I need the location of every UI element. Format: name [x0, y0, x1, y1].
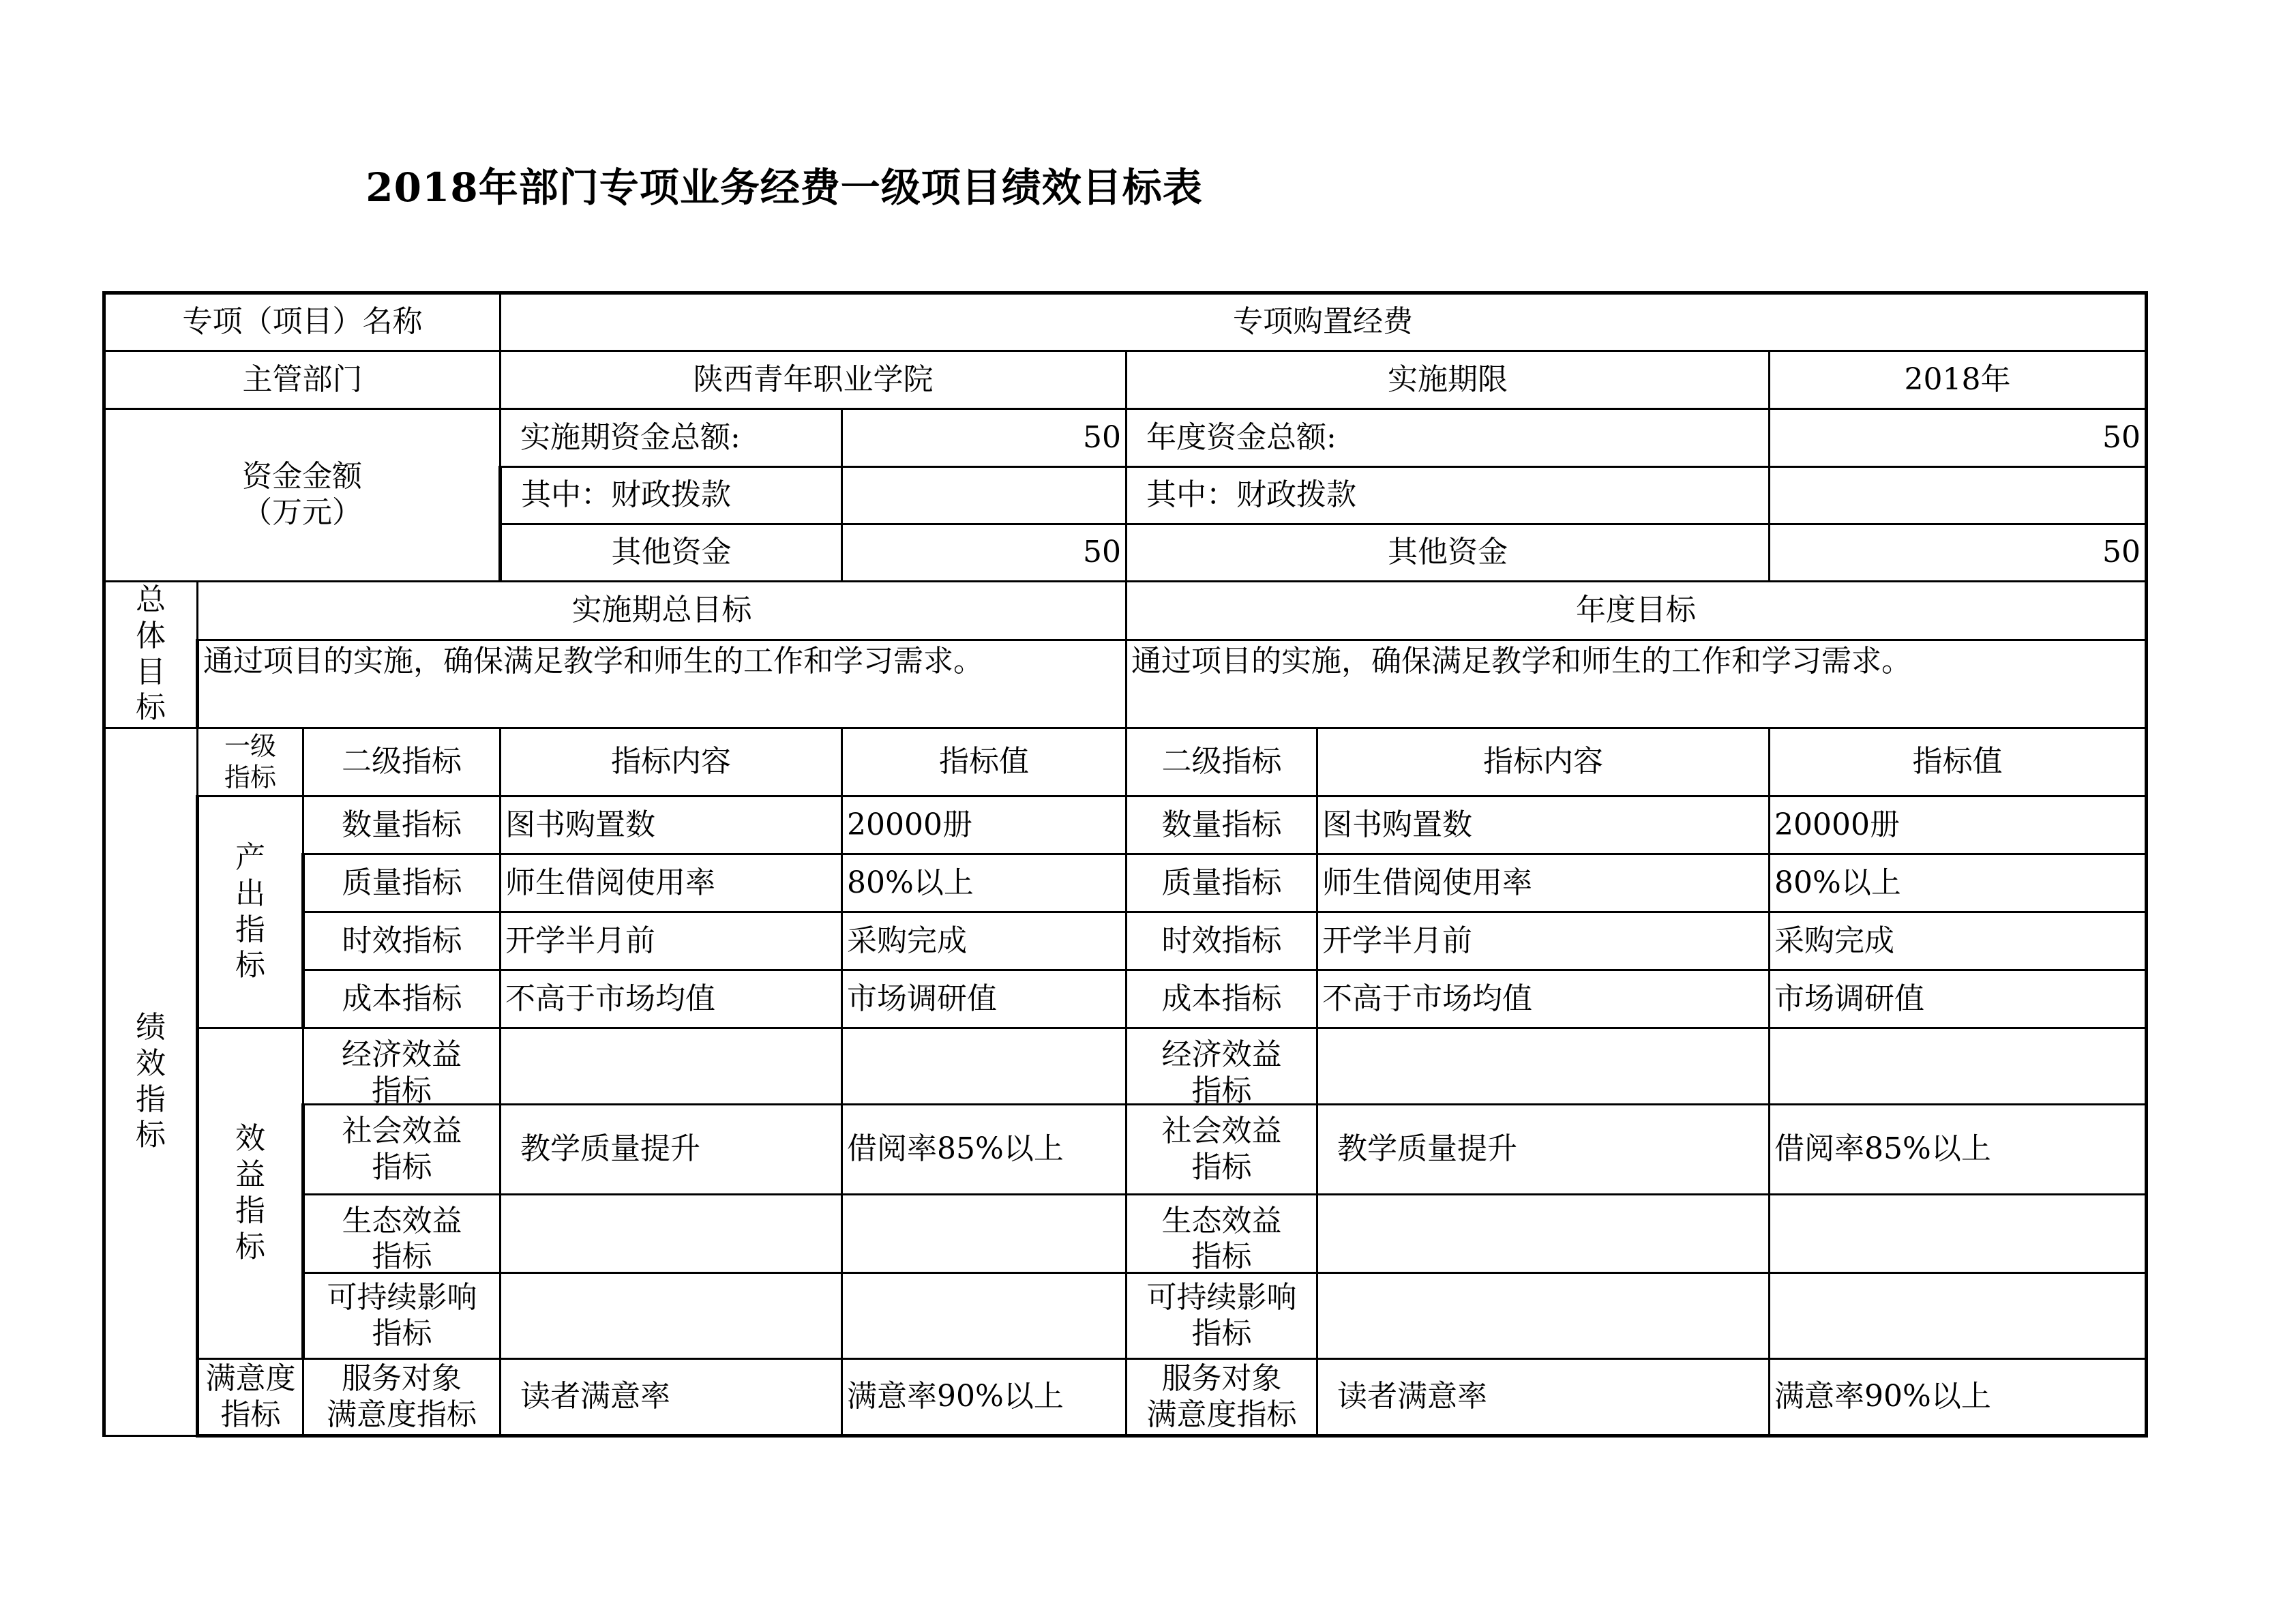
- project-name-value: 专项购置经费: [501, 293, 2147, 351]
- indicator-label-char: 绩: [136, 1009, 166, 1045]
- content-cell: [501, 1195, 842, 1273]
- content-cell: 图书购置数: [501, 796, 842, 854]
- fiscal-year-label: 其中：财政拨款: [1127, 467, 1770, 524]
- period-label: 实施期限: [1127, 351, 1770, 409]
- table-row: [104, 1105, 2147, 1195]
- value-cell: 满意率90%以上: [842, 1359, 1127, 1436]
- indicator-label-char: 效: [136, 1045, 166, 1081]
- table-row: [104, 854, 2147, 912]
- year-goal-text: 通过项目的实施，确保满足教学和师生的工作和学习需求。: [1127, 640, 2147, 728]
- value-cell: 80%以上: [842, 854, 1127, 912]
- overall-goal-label: [104, 582, 198, 728]
- indicator-header-row: [104, 728, 2147, 796]
- value-year-cell: [1770, 1195, 2147, 1273]
- project-name-row: [104, 293, 2147, 351]
- value-cell: [842, 1028, 1127, 1105]
- level2-line2: 指标: [372, 1315, 432, 1351]
- table-row: [104, 1359, 2147, 1436]
- level2-line2: 指标: [372, 1239, 432, 1275]
- level2-year-cell: 质量指标: [1127, 854, 1317, 912]
- period-goal-header: 实施期总目标: [198, 582, 1127, 640]
- value-year-cell: 满意率90%以上: [1770, 1359, 2147, 1436]
- overall-label-char: 总: [136, 582, 166, 617]
- overall-label-char: 体: [136, 618, 166, 653]
- table-row: [104, 1195, 2147, 1273]
- year-goal-header: 年度目标: [1127, 582, 2147, 640]
- content-year-cell: 不高于市场均值: [1317, 970, 1770, 1028]
- page-title: 2018年部门专项业务经费一级项目绩效目标表: [366, 164, 1203, 211]
- indicator-label-char: 标: [136, 1118, 166, 1153]
- benefit-label-char: 指: [235, 1193, 265, 1228]
- table-row: [104, 1273, 2147, 1359]
- level2-cell: [303, 1359, 501, 1436]
- other-period-label: 其他资金: [501, 524, 842, 582]
- level2-year-header: 二级指标: [1127, 728, 1317, 796]
- value-cell: 市场调研值: [842, 970, 1127, 1028]
- level2-line2: 指标: [372, 1073, 432, 1108]
- content-cell: 开学半月前: [501, 912, 842, 970]
- overall-text-row: [104, 640, 2147, 728]
- level2-cell: [303, 1273, 501, 1359]
- value-cell: [842, 1273, 1127, 1359]
- table-row: [104, 796, 2147, 854]
- dept-value: 陕西青年职业学院: [501, 351, 1127, 409]
- level2-cell: 时效指标: [303, 912, 501, 970]
- overall-header-row: [104, 582, 2147, 640]
- overall-label-char: 标: [136, 690, 166, 726]
- satisfaction-label-line2: 指标: [220, 1397, 281, 1432]
- other-year-value: 50: [1770, 524, 2147, 582]
- content-cell: 不高于市场均值: [501, 970, 842, 1028]
- content-year-cell: 师生借阅使用率: [1317, 854, 1770, 912]
- value-year-cell: 采购完成: [1770, 912, 2147, 970]
- level2-year-line2: 指标: [1191, 1239, 1252, 1275]
- benefit-label-char: 标: [235, 1229, 265, 1264]
- content-year-cell: 开学半月前: [1317, 912, 1770, 970]
- fiscal-period-label: 其中：财政拨款: [501, 467, 842, 524]
- table-row: [104, 1028, 2147, 1105]
- content-year-cell: 教学质量提升: [1317, 1105, 1770, 1195]
- level2-cell: 质量指标: [303, 854, 501, 912]
- level2-line1: 可持续影响: [327, 1279, 477, 1315]
- indicator-label-char: 指: [136, 1082, 166, 1117]
- total-year-value: 50: [1770, 409, 2147, 467]
- level2-cell: [303, 1028, 501, 1108]
- total-period-label: 实施期资金总额:: [501, 409, 842, 467]
- level2-year-cell: 成本指标: [1127, 970, 1317, 1028]
- fiscal-period-value: [842, 467, 1127, 524]
- value-cell: 20000册: [842, 796, 1127, 854]
- level2-year-cell: 数量指标: [1127, 796, 1317, 854]
- fiscal-year-value: [1770, 467, 2147, 524]
- performance-indicator-label: [104, 728, 198, 1436]
- output-indicator-label: [198, 796, 303, 1028]
- level1-header: [198, 728, 303, 796]
- level2-cell: 数量指标: [303, 796, 501, 854]
- value-cell: 采购完成: [842, 912, 1127, 970]
- level2-year-line2: 指标: [1191, 1315, 1252, 1351]
- content-cell: 师生借阅使用率: [501, 854, 842, 912]
- content-year-cell: [1317, 1273, 1770, 1359]
- level2-line2: 满意度指标: [327, 1397, 477, 1432]
- level2-year-line2: 满意度指标: [1146, 1397, 1297, 1432]
- output-label-char: 产: [235, 839, 265, 875]
- level2-line1: 服务对象: [342, 1360, 462, 1396]
- table-row: [104, 970, 2147, 1028]
- content-year-cell: 读者满意率: [1317, 1359, 1770, 1436]
- level2-cell: [303, 1105, 501, 1195]
- level2-year-line2: 指标: [1191, 1149, 1252, 1185]
- level2-year-line1: 生态效益: [1161, 1203, 1282, 1238]
- value-year-header: 指标值: [1770, 728, 2147, 796]
- value-year-cell: [1770, 1273, 2147, 1359]
- value-year-cell: [1770, 1028, 2147, 1105]
- level2-year-line1: 可持续影响: [1146, 1279, 1297, 1315]
- level1-header-line1: 一级: [224, 730, 276, 761]
- funds-label: [104, 409, 501, 582]
- level2-line2: 指标: [372, 1149, 432, 1185]
- project-name-label: 专项（项目）名称: [104, 293, 501, 351]
- output-label-char: 出: [235, 876, 265, 911]
- content-cell: [501, 1028, 842, 1105]
- benefit-label-char: 益: [235, 1157, 265, 1193]
- level2-year-cell: [1127, 1273, 1317, 1359]
- total-period-value: 50: [842, 409, 1127, 467]
- level2-year-line1: 社会效益: [1161, 1113, 1282, 1148]
- level2-line1: 经济效益: [342, 1037, 462, 1073]
- content-cell: 教学质量提升: [501, 1105, 842, 1195]
- content-header: 指标内容: [501, 728, 842, 796]
- content-cell: [501, 1273, 842, 1359]
- level2-line1: 社会效益: [342, 1113, 462, 1148]
- funds-total-row: [104, 409, 2147, 467]
- level2-year-cell: [1127, 1105, 1317, 1195]
- funds-label-line1: 资金金额: [242, 459, 363, 494]
- level2-year-cell: 时效指标: [1127, 912, 1317, 970]
- value-cell: [842, 1195, 1127, 1273]
- table-row: [104, 912, 2147, 970]
- value-cell: 借阅率85%以上: [842, 1105, 1127, 1195]
- other-period-value: 50: [842, 524, 1127, 582]
- level2-year-line1: 经济效益: [1161, 1037, 1282, 1073]
- dept-label: 主管部门: [104, 351, 501, 409]
- content-cell: 读者满意率: [501, 1359, 842, 1436]
- content-year-header: 指标内容: [1317, 728, 1770, 796]
- period-value: 2018年: [1770, 351, 2147, 409]
- content-year-cell: [1317, 1028, 1770, 1105]
- output-label-char: 指: [235, 912, 265, 947]
- benefit-label-char: 效: [235, 1121, 265, 1157]
- level2-header: 二级指标: [303, 728, 501, 796]
- benefit-indicator-label: [198, 1028, 303, 1359]
- value-year-cell: 20000册: [1770, 796, 2147, 854]
- content-year-cell: [1317, 1195, 1770, 1273]
- overall-label-char: 目: [136, 654, 166, 689]
- satisfaction-label-line1: 满意度: [205, 1360, 296, 1396]
- level2-year-cell: [1127, 1028, 1317, 1108]
- period-goal-text: 通过项目的实施，确保满足教学和师生的工作和学习需求。: [198, 640, 1127, 728]
- value-header: 指标值: [842, 728, 1127, 796]
- level1-header-line2: 指标: [224, 762, 276, 792]
- other-year-label: 其他资金: [1127, 524, 1770, 582]
- dept-row: [104, 351, 2147, 409]
- value-year-cell: 80%以上: [1770, 854, 2147, 912]
- performance-target-table: [102, 291, 2148, 1438]
- level2-year-cell: [1127, 1359, 1317, 1436]
- output-label-char: 标: [235, 948, 265, 983]
- satisfaction-indicator-label: [198, 1359, 303, 1436]
- level2-cell: 成本指标: [303, 970, 501, 1028]
- funds-label-line2: （万元）: [242, 495, 363, 530]
- level2-year-line1: 服务对象: [1161, 1360, 1282, 1396]
- level2-year-cell: [1127, 1195, 1317, 1273]
- value-year-cell: 市场调研值: [1770, 970, 2147, 1028]
- level2-year-line2: 指标: [1191, 1073, 1252, 1108]
- value-year-cell: 借阅率85%以上: [1770, 1105, 2147, 1195]
- content-year-cell: 图书购置数: [1317, 796, 1770, 854]
- level2-cell: [303, 1195, 501, 1273]
- level2-line1: 生态效益: [342, 1203, 462, 1238]
- total-year-label: 年度资金总额:: [1127, 409, 1770, 467]
